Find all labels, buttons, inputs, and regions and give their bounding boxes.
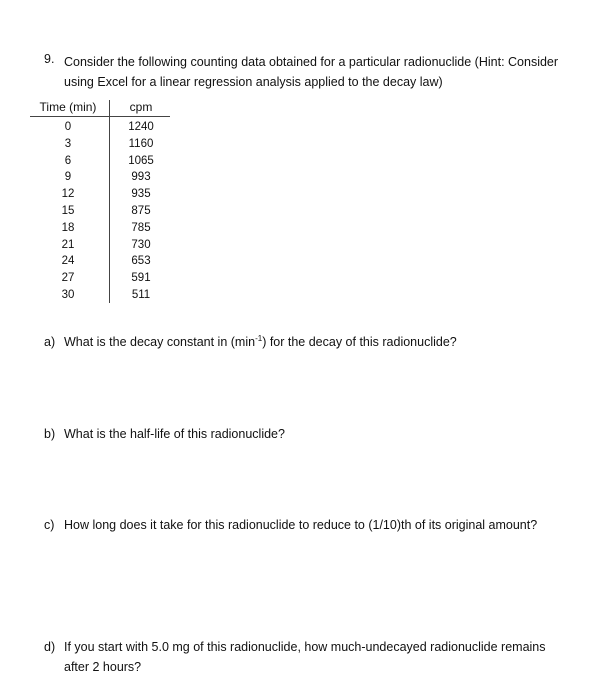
time-cell: 15 <box>61 204 75 217</box>
time-cell: 6 <box>64 154 72 167</box>
cpm-cell: 993 <box>131 171 151 184</box>
cpm-cell: 785 <box>131 221 151 234</box>
part-a-label: a) <box>44 335 56 349</box>
time-cell: 3 <box>64 137 72 150</box>
question-number: 9. <box>44 52 55 66</box>
time-cell: 24 <box>61 255 75 268</box>
column-divider <box>109 100 110 303</box>
question-text: Consider the following counting data obtained for a particular radionuclide (Hint: Consider using Excel for a linear regression analysis applied to the decay law) <box>64 55 559 89</box>
part-a-text <box>64 332 574 352</box>
time-cell: 12 <box>61 188 75 201</box>
cpm-cell: 1065 <box>128 154 154 167</box>
part-a-superscript: -1 <box>255 333 263 343</box>
time-cell: 21 <box>61 238 75 251</box>
cpm-cell: 1160 <box>128 137 154 150</box>
part-a-text-after: ) for the decay of this radionuclide? <box>262 335 457 349</box>
part-d-text: If you start with 5.0 mg of this radionuclide, how much-undecayed radionuclide remains after 2 hours? <box>64 640 546 674</box>
time-cell: 18 <box>61 221 75 234</box>
part-c-label: c) <box>44 518 55 532</box>
part-b-text: What is the half-life of this radionuclide? <box>64 427 285 441</box>
cpm-cell: 730 <box>131 238 151 251</box>
time-cell: 30 <box>61 288 75 301</box>
cpm-cell: 1240 <box>128 121 154 133</box>
cpm-cell: 935 <box>131 188 151 201</box>
time-cell: 9 <box>64 171 72 184</box>
cpm-cell: 875 <box>131 204 151 217</box>
header-divider <box>30 116 170 117</box>
part-b-label: b) <box>44 427 56 441</box>
cpm-cell: 653 <box>131 255 151 268</box>
time-cell: 0 <box>64 121 72 133</box>
part-d-label: d) <box>44 640 56 654</box>
part-c-text: How long does it take for this radionuclide to reduce to (1/10)th of its original amount? <box>64 518 538 532</box>
header-time: Time (min) <box>39 100 97 114</box>
part-a-text-before: What is the decay constant in (min <box>64 335 256 349</box>
cpm-cell: 591 <box>131 272 151 285</box>
cpm-cell: 511 <box>131 288 151 301</box>
time-cell: 27 <box>61 272 75 285</box>
header-cpm: cpm <box>129 100 153 114</box>
